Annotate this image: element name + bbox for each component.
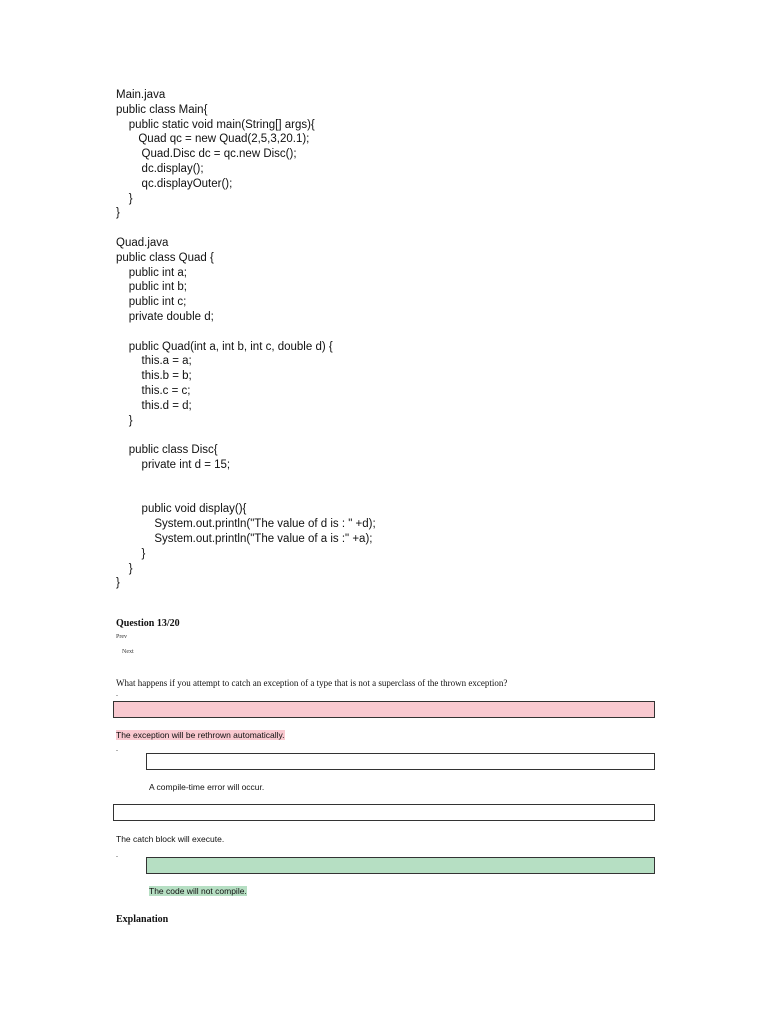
code-line: public void display(){ xyxy=(116,503,247,516)
next-link[interactable]: Next xyxy=(122,649,134,655)
code-line: private int d = 15; xyxy=(116,458,231,471)
code-line xyxy=(116,473,376,488)
code-line: public class Quad { xyxy=(116,251,214,264)
code-line: } xyxy=(116,562,133,575)
code-line: System.out.println("The value of d is : " +d); xyxy=(116,518,376,531)
code-line: this.a = a; xyxy=(116,355,192,368)
code-line: public class Main{ xyxy=(116,103,208,116)
option-3-label: The catch block will execute. xyxy=(116,834,225,844)
code-line xyxy=(116,325,376,340)
code-line: } xyxy=(116,207,120,220)
code-line xyxy=(116,428,376,443)
code-line: } xyxy=(116,414,133,427)
option-4-box[interactable] xyxy=(146,857,655,874)
code-line: } xyxy=(116,192,133,205)
option-4-label: The code will not compile. xyxy=(149,886,247,896)
explanation-heading: Explanation xyxy=(116,914,169,925)
prev-link[interactable]: Prev xyxy=(116,634,127,640)
code-line: } xyxy=(116,577,120,590)
code-line: Quad.Disc dc = qc.new Disc(); xyxy=(116,148,297,161)
code-line: Quad qc = new Quad(2,5,3,20.1); xyxy=(116,133,310,146)
code-line: qc.displayOuter(); xyxy=(116,177,233,190)
question-title: Question 13/20 xyxy=(116,618,180,629)
code-line: private double d; xyxy=(116,310,214,323)
option-marker: . xyxy=(116,744,118,753)
option-marker: . xyxy=(116,850,118,859)
code-line: dc.display(); xyxy=(116,162,204,175)
question-text: What happens if you attempt to catch an exception of a type that is not a superclass of the thrown exception? xyxy=(116,678,508,688)
code-line: public Quad(int a, int b, int c, double d) { xyxy=(116,340,333,353)
code-line: public int a; xyxy=(116,266,187,279)
option-2-box[interactable] xyxy=(146,753,655,770)
option-1-label: The exception will be rethrown automatically. xyxy=(116,730,285,740)
code-line: public int b; xyxy=(116,281,187,294)
code-line: this.c = c; xyxy=(116,384,191,397)
code-line: public static void main(String[] args){ xyxy=(116,118,315,131)
code-listing xyxy=(116,88,376,591)
option-1-box[interactable] xyxy=(113,701,655,718)
code-line: public int c; xyxy=(116,296,187,309)
code-line: System.out.println("The value of a is :" +a); xyxy=(116,532,373,545)
option-3-box[interactable] xyxy=(113,804,655,821)
code-line: Quad.java xyxy=(116,236,169,249)
code-line: } xyxy=(116,547,146,560)
code-line: this.d = d; xyxy=(116,399,192,412)
code-line: this.b = b; xyxy=(116,370,192,383)
code-line xyxy=(116,488,376,503)
code-line: public class Disc{ xyxy=(116,444,218,457)
option-marker: . xyxy=(116,689,118,698)
code-line: Main.java xyxy=(116,89,166,101)
option-2-label: A compile-time error will occur. xyxy=(149,782,265,792)
code-line xyxy=(116,221,376,236)
